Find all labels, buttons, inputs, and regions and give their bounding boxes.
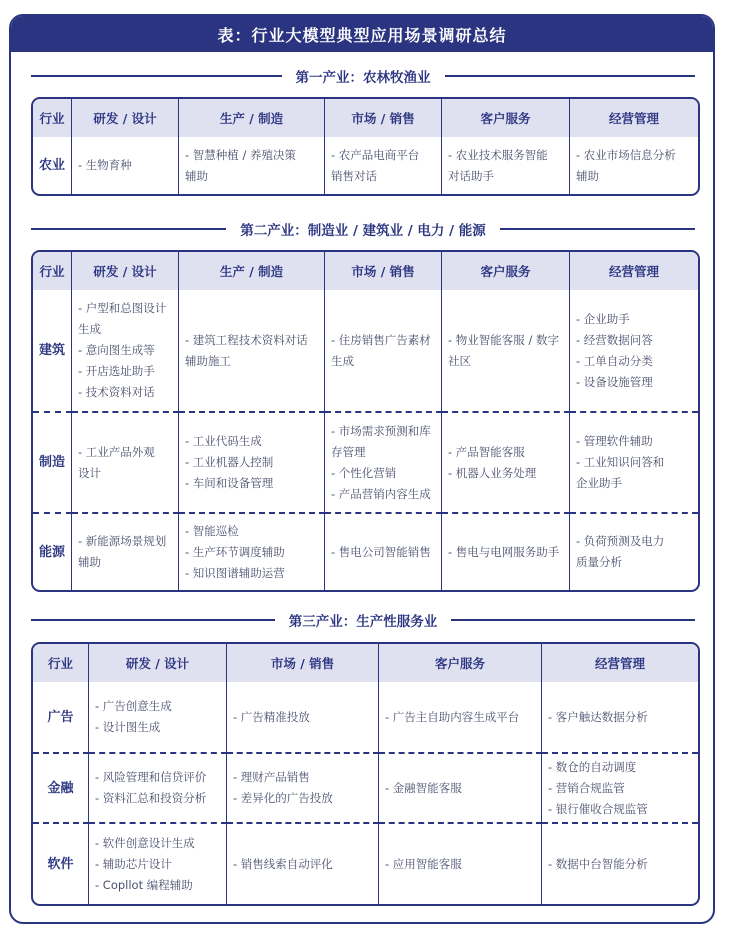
column-header: 市场 / 销售 (325, 252, 442, 290)
cell-text: - 农业市场信息分析 (576, 147, 676, 162)
cell-text: 存管理 (331, 444, 366, 459)
cell-text: - 工业产品外观 (78, 444, 155, 459)
table-cell (442, 290, 570, 411)
column-header: 研发 / 设计 (89, 644, 227, 682)
industry-label: 软件 (33, 822, 89, 904)
table-cell (570, 512, 698, 590)
column-header: 经营管理 (542, 644, 698, 682)
cell-text: - 售电与电网服务助手 (448, 544, 560, 559)
table-cell (325, 411, 442, 512)
cell-text: - 市场需求预测和库 (331, 423, 431, 438)
cell-text: - 银行催收合规监管 (548, 801, 648, 816)
cell-text: - 理财产品销售 (233, 770, 310, 784)
cell-text: - 农业技术服务智能 (448, 147, 548, 162)
cell-text: - 物业智能客服 / 数字 (448, 332, 559, 347)
cell-text: - 差异化的广告投放 (233, 791, 333, 805)
table-cell (179, 411, 325, 512)
cell-text: - 辅助芯片设计 (95, 856, 172, 871)
industry-label: 建筑 (33, 290, 72, 411)
cell-text: - 负荷预测及电力 (576, 534, 665, 548)
cell-text: - 开店选址助手 (78, 364, 155, 378)
column-header: 研发 / 设计 (72, 99, 179, 137)
cell-text: 辅助 (576, 168, 599, 183)
cell-text: - 产品营销内容生成 (331, 486, 431, 501)
table-cell (542, 822, 698, 904)
table-secondary-industry (31, 250, 700, 592)
table-cell (570, 411, 698, 512)
column-header: 生产 / 制造 (179, 252, 325, 290)
table-cell (442, 512, 570, 590)
table-cell (379, 752, 542, 822)
cell-text: - 智能巡检 (185, 523, 239, 538)
industry-label: 制造 (33, 411, 72, 512)
table-primary-industry (31, 97, 700, 196)
cell-text: - 企业助手 (576, 311, 630, 326)
table-cell (442, 137, 570, 194)
cell-text: - 设计图生成 (95, 720, 161, 734)
table-cell (227, 822, 379, 904)
cell-text: - 智慧种植 / 养殖决策 (185, 147, 296, 162)
table-cell (227, 752, 379, 822)
cell-text: - 营销合规监管 (548, 780, 625, 795)
table-cell (325, 512, 442, 590)
cell-text: - 广告精准投放 (233, 709, 310, 724)
cell-text: 社区 (448, 353, 471, 368)
section-title: 第二产业：制造业 / 建筑业 / 电力 / 能源 (240, 223, 486, 239)
table-cell (179, 137, 325, 194)
cell-text: - 个性化营销 (331, 465, 397, 480)
table-row (33, 752, 698, 822)
column-header: 客户服务 (442, 252, 570, 290)
column-header: 经营管理 (570, 99, 698, 137)
header-row (33, 99, 698, 137)
table-cell (325, 137, 442, 194)
column-header: 客户服务 (442, 99, 570, 137)
cell-text: - 车间和设备管理 (185, 476, 274, 490)
industry-label: 农业 (33, 137, 72, 194)
column-header: 经营管理 (570, 252, 698, 290)
cell-text: 辅助 (185, 168, 208, 183)
cell-text: - 意向图生成等 (78, 343, 155, 357)
cell-text: - 生物育种 (78, 158, 132, 172)
cell-text: - Copllot 编程辅助 (95, 877, 193, 892)
table-cell (325, 290, 442, 411)
table-cell (72, 137, 179, 194)
page-title: 表：行业大模型典型应用场景调研总结 (11, 16, 713, 52)
cell-text: - 应用智能客服 (385, 856, 462, 871)
cell-text: - 设备设施管理 (576, 374, 653, 389)
cell-text: 销售对话 (331, 168, 377, 183)
section-heading-primary (31, 66, 695, 86)
header-row (33, 644, 698, 682)
cell-text: 质量分析 (576, 555, 622, 569)
table-row (33, 137, 698, 194)
cell-text: - 机器人业务处理 (448, 465, 537, 480)
cell-text: - 工业知识问答和 (576, 455, 665, 469)
cell-text: - 风险管理和信贷评价 (95, 770, 207, 784)
cell-text: - 户型和总图设计 (78, 301, 167, 315)
table-cell (227, 682, 379, 752)
cell-text: 对话助手 (448, 168, 494, 183)
section-title: 第一产业：农林牧渔业 (295, 70, 431, 86)
column-header: 研发 / 设计 (72, 252, 179, 290)
cell-text: - 销售线索自动评化 (233, 856, 333, 871)
industry-label: 能源 (33, 512, 72, 590)
cell-text: - 售电公司智能销售 (331, 544, 431, 559)
section-heading-secondary (31, 219, 695, 239)
section-heading-tertiary (31, 610, 695, 630)
table-cell (542, 682, 698, 752)
cell-text: - 产品智能客服 (448, 444, 525, 459)
column-header: 行业 (33, 644, 89, 682)
cell-text: 辅助施工 (185, 353, 231, 368)
header-row (33, 252, 698, 290)
table-cell (542, 752, 698, 822)
industry-label: 金融 (33, 752, 89, 822)
cell-text: 企业助手 (576, 476, 622, 490)
column-header: 行业 (33, 252, 72, 290)
cell-text: - 工单自动分类 (576, 353, 653, 368)
cell-text: - 技术资料对话 (78, 385, 155, 399)
cell-text: 生成 (331, 353, 354, 368)
table-cell (89, 682, 227, 752)
column-header: 市场 / 销售 (325, 99, 442, 137)
table-row (33, 411, 698, 512)
cell-text: - 住房销售广告素材 (331, 332, 431, 347)
table-cell (570, 290, 698, 411)
column-header: 客户服务 (379, 644, 542, 682)
table-row (33, 512, 698, 590)
cell-text: - 工业代码生成 (185, 434, 262, 448)
table-cell (379, 682, 542, 752)
cell-text: - 生产环节调度辅助 (185, 544, 285, 559)
cell-text: - 软件创意设计生成 (95, 835, 195, 850)
cell-text: 生成 (78, 322, 101, 336)
cell-text: - 知识图谱辅助运营 (185, 565, 285, 580)
column-header: 市场 / 销售 (227, 644, 379, 682)
table-cell (72, 290, 179, 411)
table-cell (72, 411, 179, 512)
table-row (33, 822, 698, 904)
table-cell (442, 411, 570, 512)
section-title: 第三产业：生产性服务业 (288, 614, 438, 630)
cell-text: - 数仓的自动调度 (548, 759, 637, 774)
cell-text: - 农产品电商平台 (331, 147, 420, 162)
table-cell (89, 752, 227, 822)
report-frame (9, 14, 715, 924)
table-cell (379, 822, 542, 904)
cell-text: - 管理软件辅助 (576, 434, 653, 448)
cell-text: - 广告主自助内容生成平台 (385, 709, 520, 724)
cell-text: - 广告创意生成 (95, 699, 172, 713)
table-tertiary-industry (31, 642, 700, 906)
cell-text: - 数据中台智能分析 (548, 856, 648, 871)
table-row (33, 290, 698, 411)
cell-text: - 工业机器人控制 (185, 455, 274, 469)
cell-text: - 金融智能客服 (385, 780, 462, 795)
column-header: 生产 / 制造 (179, 99, 325, 137)
cell-text: - 经营数据问答 (576, 332, 653, 347)
cell-text: 设计 (78, 465, 101, 480)
cell-text: - 建筑工程技术资料对话 (185, 332, 308, 347)
industry-label: 广告 (33, 682, 89, 752)
cell-text: - 客户触达数据分析 (548, 709, 648, 724)
table-cell (179, 512, 325, 590)
table-row (33, 682, 698, 752)
cell-text: - 资料汇总和投资分析 (95, 791, 207, 805)
table-cell (72, 512, 179, 590)
cell-text: - 新能源场景规划 (78, 534, 167, 548)
cell-text: 辅助 (78, 555, 101, 569)
table-cell (570, 137, 698, 194)
table-cell (179, 290, 325, 411)
table-cell (89, 822, 227, 904)
column-header: 行业 (33, 99, 72, 137)
